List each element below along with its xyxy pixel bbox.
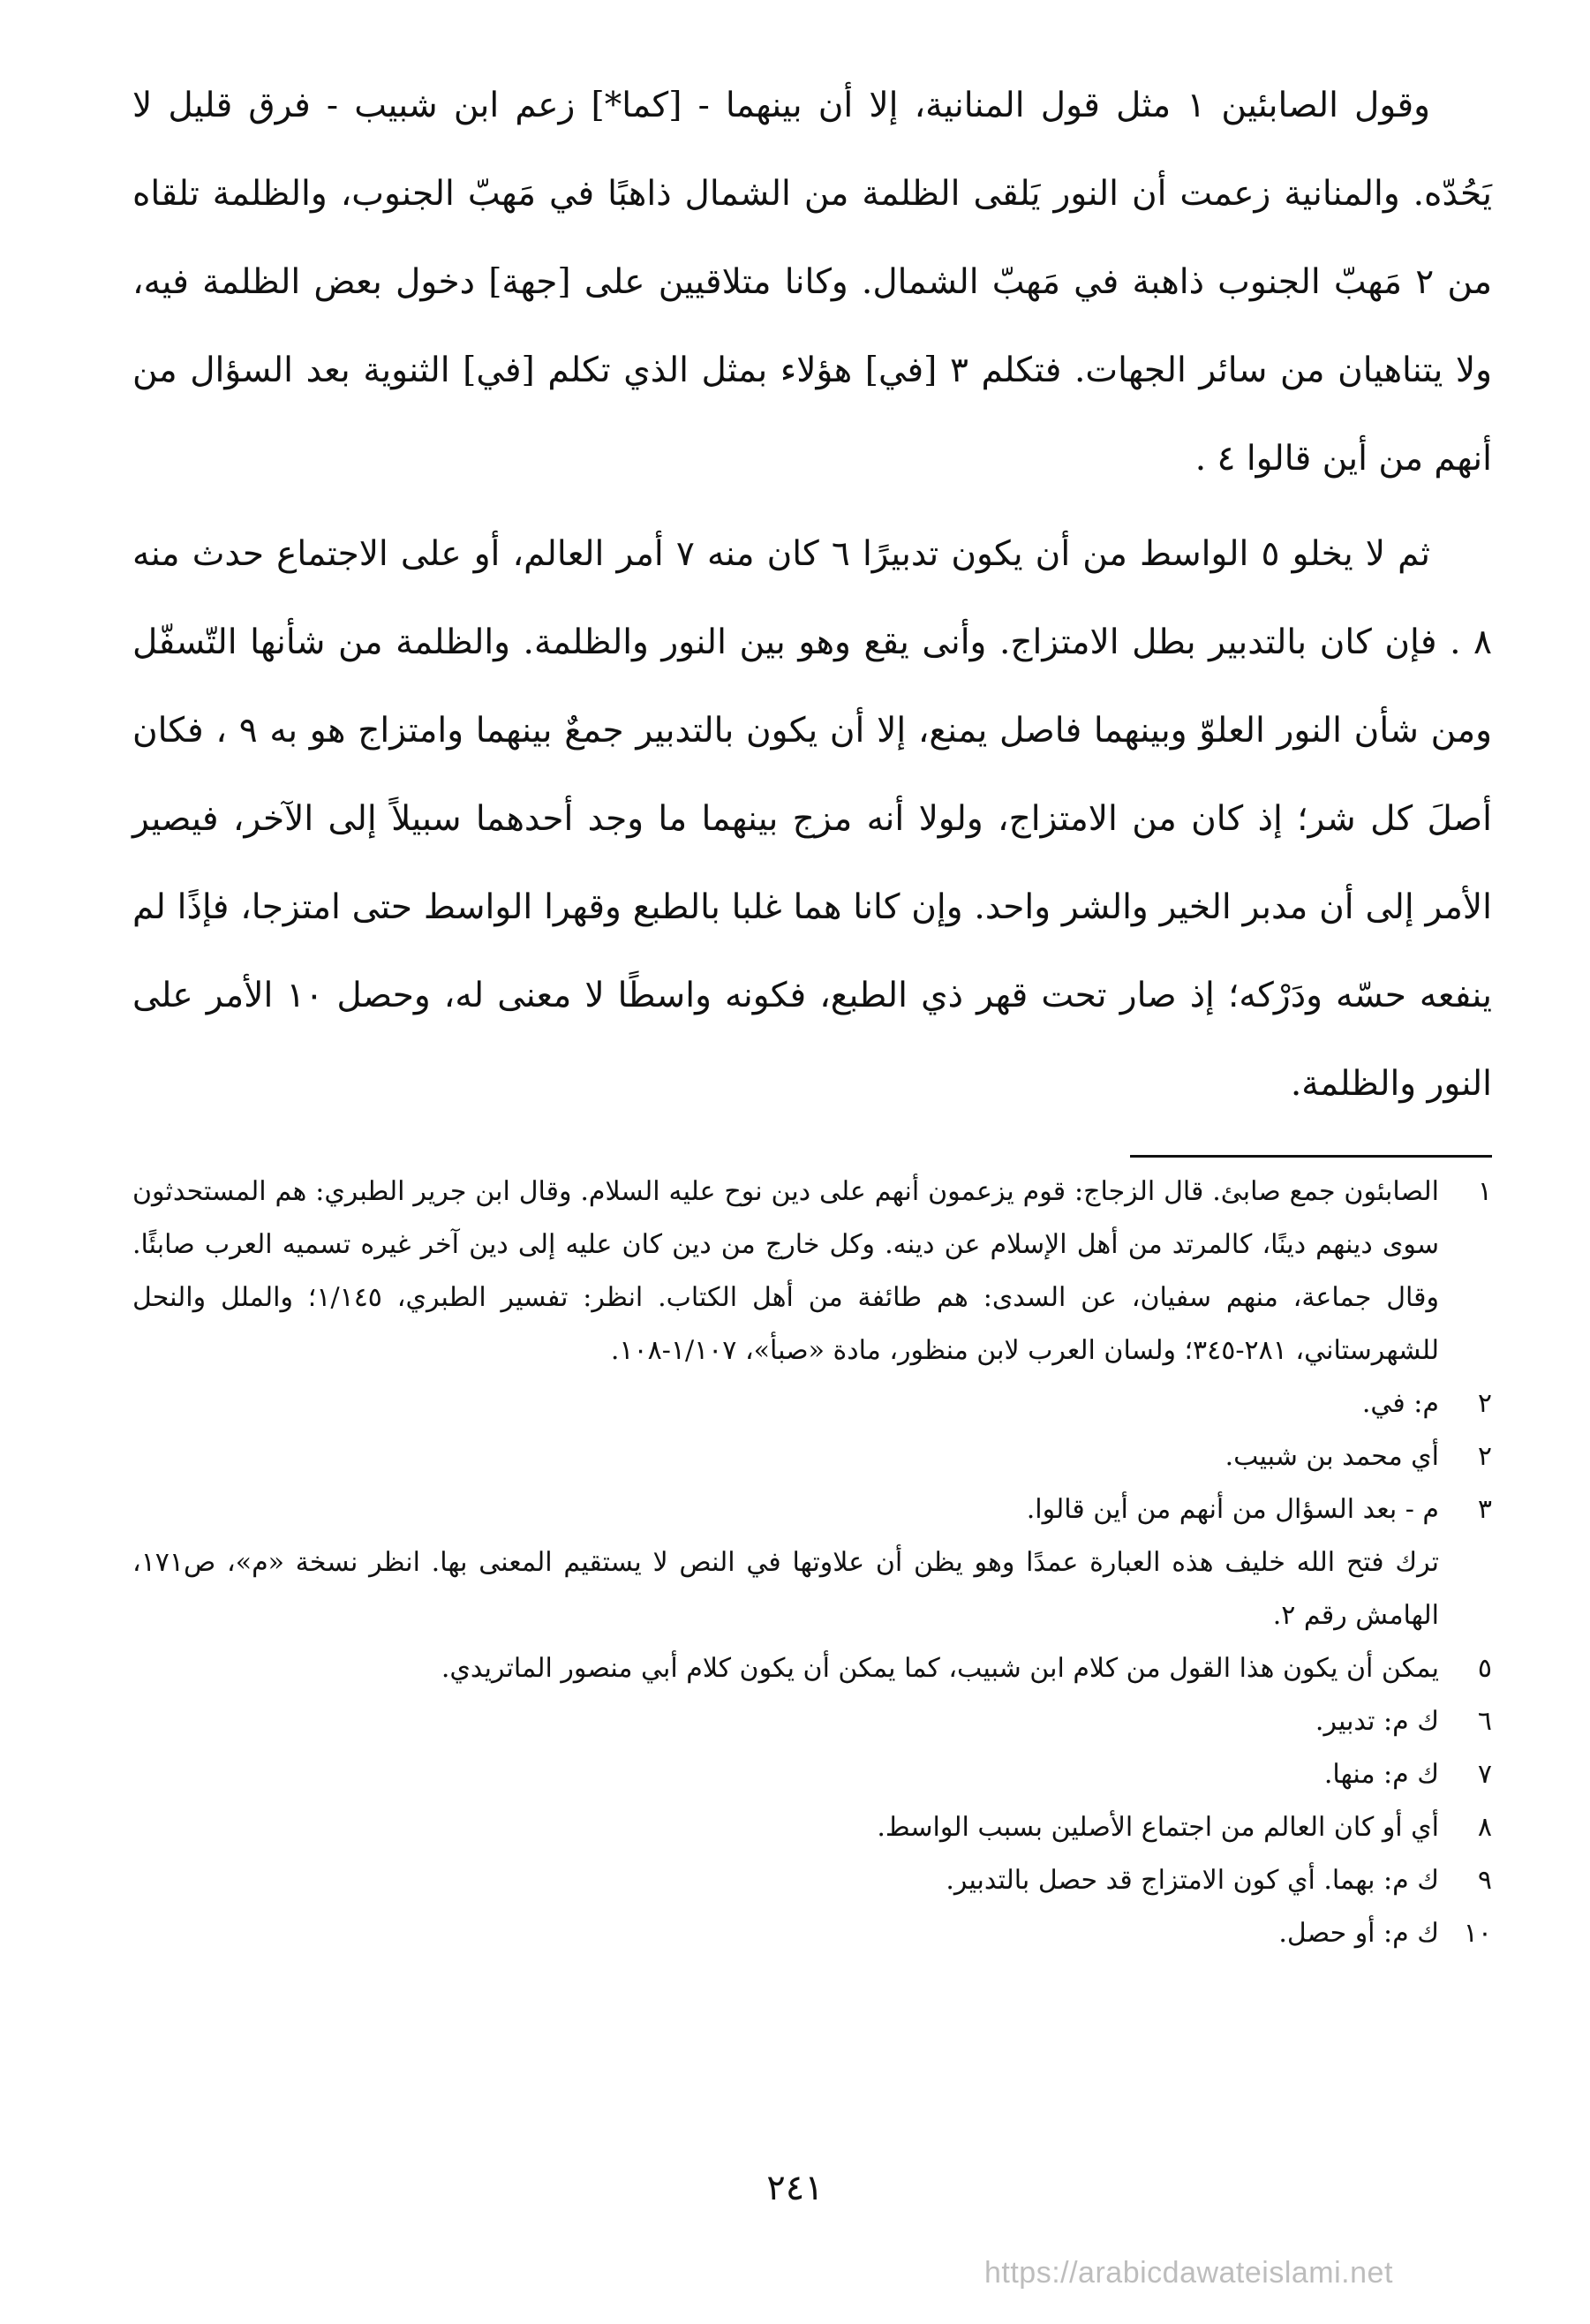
footnote-number: ٨: [1477, 1812, 1492, 1843]
footnote-number: ٢: [1477, 1388, 1492, 1419]
footnote-text: م: في.: [1361, 1388, 1439, 1419]
footnote-number: ٦: [1477, 1706, 1492, 1737]
main-text: [132, 62, 1492, 1128]
footnote-text: يمكن أن يكون هذا القول من كلام ابن شبيب، كما يمكن أن يكون كلام أبي منصور الماتريدي.: [441, 1653, 1439, 1684]
footnote-number: ١٠: [1463, 1918, 1492, 1949]
footnote-number: ٧: [1477, 1759, 1492, 1790]
footnote-text: أي محمد بن شبيب.: [1225, 1441, 1439, 1472]
footnote-text: الصابئون جمع صابئ. قال الزجاج: قوم يزعمون أنهم على دين نوح عليه السلام. وقال ابن جرير الطبري: هم المستحدثون سوى دينهم دينًا، كالمرتد من أهل الإسلام عن دينه. وكل خارج من دين كان عليه إلى دين آخر غيره تسميه العرب صابئًا. وقال جماعة، منهم سفيان، عن السدى: هم طائفة من أهل الكتاب. انظر: تفسير الطبري، ١/١٤٥؛ والملل والنحل للشهرستاني، ٢٨١-٣٤٥؛ ولسان العرب لابن منظور، مادة «صبأ»، ١/١٠٧-١٠٨.: [132, 1176, 1440, 1366]
footnote-text: ترك فتح الله خليف هذه العبارة عمدًا وهو يظن أن علاوتها في النص لا يستقيم المعنى بها. انظر نسخة «م»، ص١٧١، الهامش رقم ٢.: [132, 1547, 1439, 1631]
footnote-number: ١: [1477, 1176, 1492, 1207]
footnote-text: م - بعد السؤال من أنهم من أين قالوا.: [1026, 1494, 1439, 1525]
footnotes: [132, 1166, 1492, 1960]
paragraph-1: وقول الصابئين ١ مثل قول المنانية، إلا أن بينهما - [كما*] زعم ابن شبيب - فرق قليل لا يَحُدّه. والمنانية زعمت أن النور يَلقى الظلمة من الشمال ذاهبًا في مَهبّ الجنوب، والظلمة تلقاه من ٢ مَهبّ الجنوب ذاهبة في مَهبّ الشمال. وكانا متلاقيين على [جهة] دخول بعض الظلمة فيه، ولا يتناهيان من سائر الجهات. فتكلم ٣ [في] هؤلاء بمثل الذي تكلم [في] الثنوية بعد السؤال من أنهم من أين قالوا ٤ .: [132, 86, 1492, 479]
footnote-item: [132, 1695, 1492, 1748]
footnote-item: [132, 1801, 1492, 1854]
footnote-item: [132, 1854, 1492, 1907]
footnote-item: [132, 1430, 1492, 1483]
footnote-item: [132, 1748, 1492, 1801]
footnote-number: ٩: [1477, 1865, 1492, 1896]
footnote-text: ك م: تدبير.: [1315, 1706, 1439, 1737]
footnote-item: [132, 1536, 1492, 1642]
page-body: [132, 62, 1492, 1128]
footnote-number: ٥: [1477, 1653, 1492, 1684]
footnote-text: أي أو كان العالم من اجتماع الأصلين بسبب الواسط.: [877, 1812, 1439, 1843]
footnote-item: [132, 1166, 1492, 1377]
footnote-item: [132, 1907, 1492, 1960]
footnote-item: [132, 1642, 1492, 1695]
footnote-text: ك م: أو حصل.: [1278, 1918, 1439, 1949]
footnote-text: ك م: بهما. أي كون الامتزاج قد حصل بالتدبير.: [946, 1865, 1439, 1896]
paragraph-2: ثم لا يخلو ٥ الواسط من أن يكون تدبيرًا ٦ كان منه ٧ أمر العالم، أو على الاجتماع حدث منه ٨ . فإن كان بالتدبير بطل الامتزاج. وأنى يقع وهو بين النور والظلمة. والظلمة من شأنها التّسفّل ومن شأن النور العلوّ وبينهما فاصل يمنع، إلا أن يكون بالتدبير جمعٌ بينهما وامتزاج هو به ٩ ، فكان أصلَ كل شر؛ إذ كان من الامتزاج، ولولا أنه مزج بينهما ما وجد أحدهما سبيلاً إلى الآخر، فيصير الأمر إلى أن مدبر الخير والشر واحد. وإن كانا هما غلبا بالطبع وقهرا الواسط حتى امتزجا، فإذًا لم ينفعه حسّه ودَرْكه؛ إذ صار تحت قهر ذي الطبع، فكونه واسطًا لا معنى له، وحصل ١٠ الأمر على النور والظلمة.: [132, 534, 1493, 1104]
footnote-item: [132, 1483, 1492, 1536]
watermark-url: https://arabicdawateislami.net: [984, 2256, 1393, 2290]
page-number: ٢٤١: [766, 2168, 824, 2208]
footnote-text: ك م: منها.: [1323, 1759, 1439, 1790]
footnote-number: ٣: [1477, 1494, 1492, 1525]
footnote-separator: [1130, 1155, 1492, 1158]
footnote-item: [132, 1377, 1492, 1430]
footnote-number: ٢: [1477, 1441, 1492, 1472]
